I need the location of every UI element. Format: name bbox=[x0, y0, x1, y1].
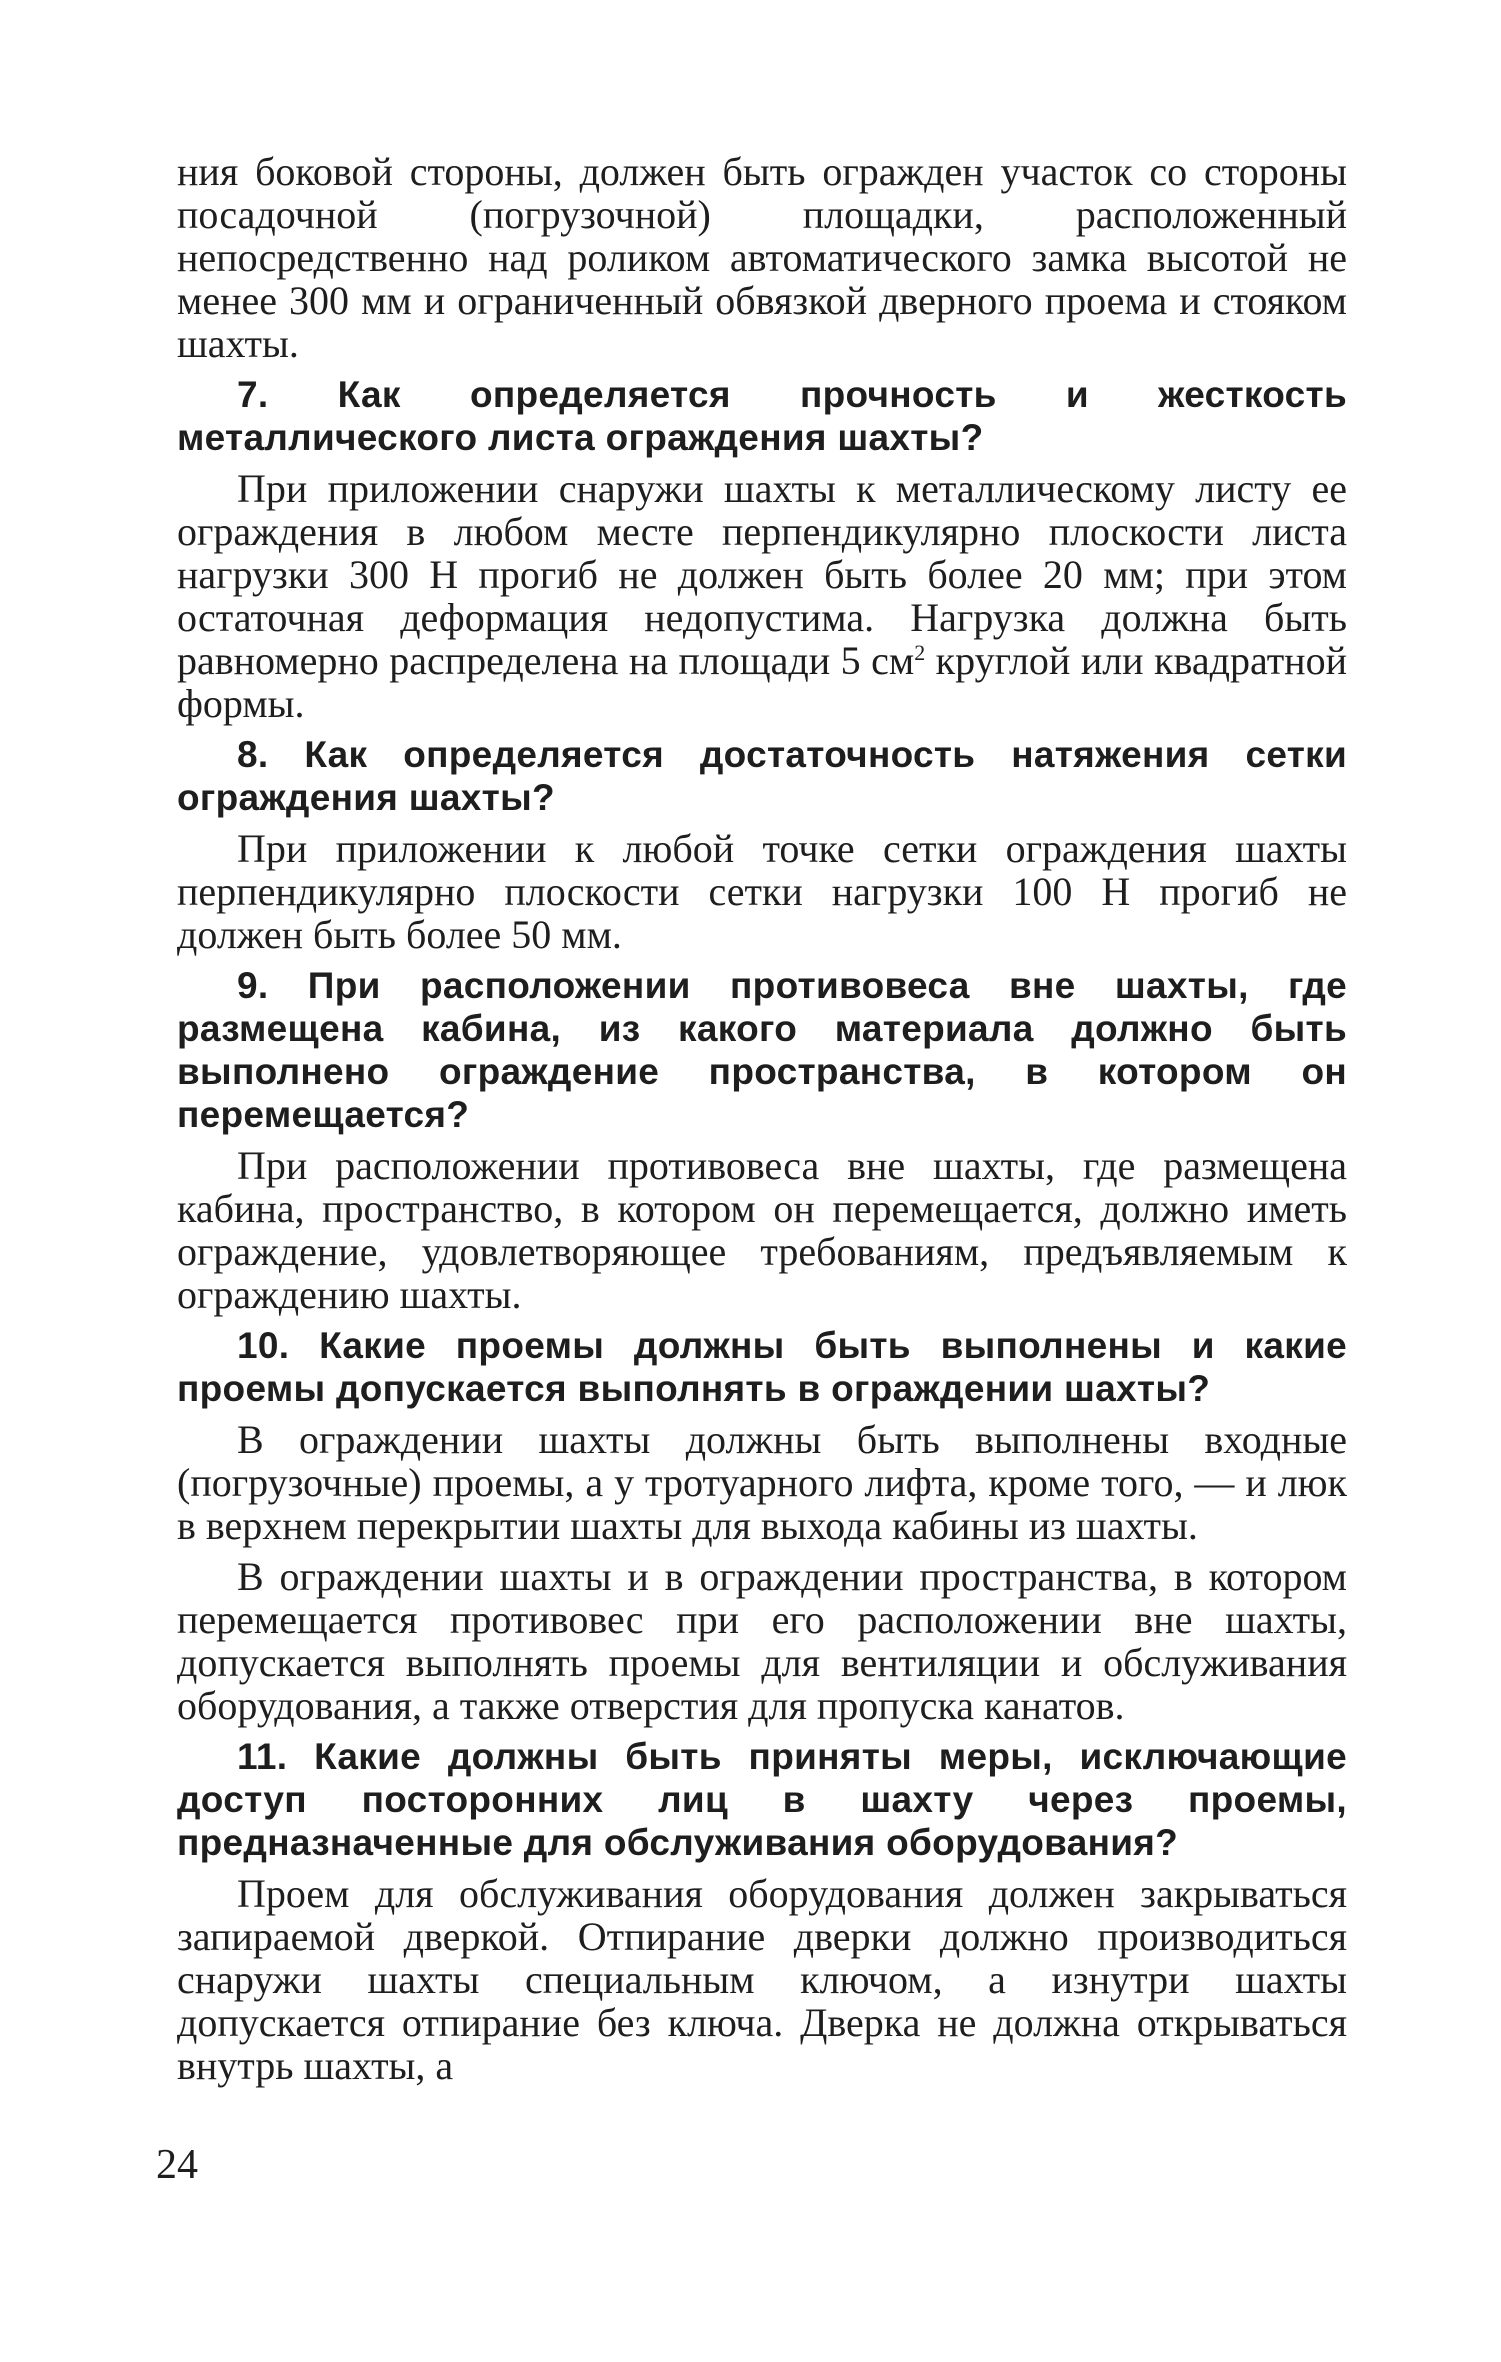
body-paragraph-continuation: ния боковой стороны, должен быть огражден участок со стороны посадочной (погрузочной) площадки, расположенный непосредственно над роликом автоматического замка высотой не менее 300 мм и ограниченный обвязкой дверного проема и стояком шахты. bbox=[177, 149, 1347, 366]
question-9-heading: 9. При расположении противовеса вне шахты, где размещена кабина, из какого материала должно быть выполнено ограждение пространства, в котором он перемещается? bbox=[177, 965, 1347, 1135]
answer-7-text-tail: круглой или квадратной формы. bbox=[177, 638, 1347, 726]
question-7-heading: 7. Как определяется прочность и жесткость металлического листа ограждения шахты? bbox=[177, 374, 1347, 458]
answer-7-text: При приложении снаружи шахты к металлическому листу ее ограждения в любом месте перпендикулярно плоскости листа нагрузки 300 Н прогиб не должен быть более 20 мм; при этом остаточная деформация недопустима. Нагрузка должна быть равномерно распределена на площади 5 см bbox=[177, 466, 1347, 683]
question-11-heading: 11. Какие должны быть приняты меры, исключающие доступ посторонних лиц в шахту через проемы, предназначенные для обслуживания оборудования? bbox=[177, 1736, 1347, 1863]
answer-11-paragraph: Проем для обслуживания оборудования должен закрываться запираемой дверкой. Отпирание дверки должно производиться снаружи шахты специальным ключом, а изнутри шахты допускается отпирание без ключа. Дверка не должна открываться внутрь шахты, а bbox=[177, 1871, 1347, 2088]
answer-7-paragraph bbox=[177, 467, 1347, 725]
answer-9-paragraph: При расположении противовеса вне шахты, где размещена кабина, пространство, в котором он перемещается, должно иметь ограждение, удовлетворяющее требованиям, предъявляемым к ограждению шахты. bbox=[177, 1143, 1347, 1317]
answer-8-paragraph: При приложении к любой точке сетки ограждения шахты перпендикулярно плоскости сетки нагрузки 100 Н прогиб не должен быть более 50 мм. bbox=[177, 826, 1347, 957]
text-column bbox=[177, 150, 1347, 2095]
page-number: 24 bbox=[156, 2142, 198, 2188]
superscript-square: 2 bbox=[914, 640, 926, 665]
answer-10-paragraph-2: В ограждении шахты и в ограждении пространства, в котором перемещается противовес при его расположении вне шахты, допускается выполнять проемы для вентиляции и обслуживания оборудования, а также отверстия для пропуска канатов. bbox=[177, 1554, 1347, 1728]
question-8-heading: 8. Как определяется достаточность натяжения сетки ограждения шахты? bbox=[177, 734, 1347, 818]
answer-10-paragraph-1: В ограждении шахты должны быть выполнены входные (погрузочные) проемы, а у тротуарного лифта, кроме того, — и люк в верхнем перекрытии шахты для выхода кабины из шахты. bbox=[177, 1417, 1347, 1548]
question-10-heading: 10. Какие проемы должны быть выполнены и какие проемы допускается выполнять в ограждении шахты? bbox=[177, 1325, 1347, 1409]
